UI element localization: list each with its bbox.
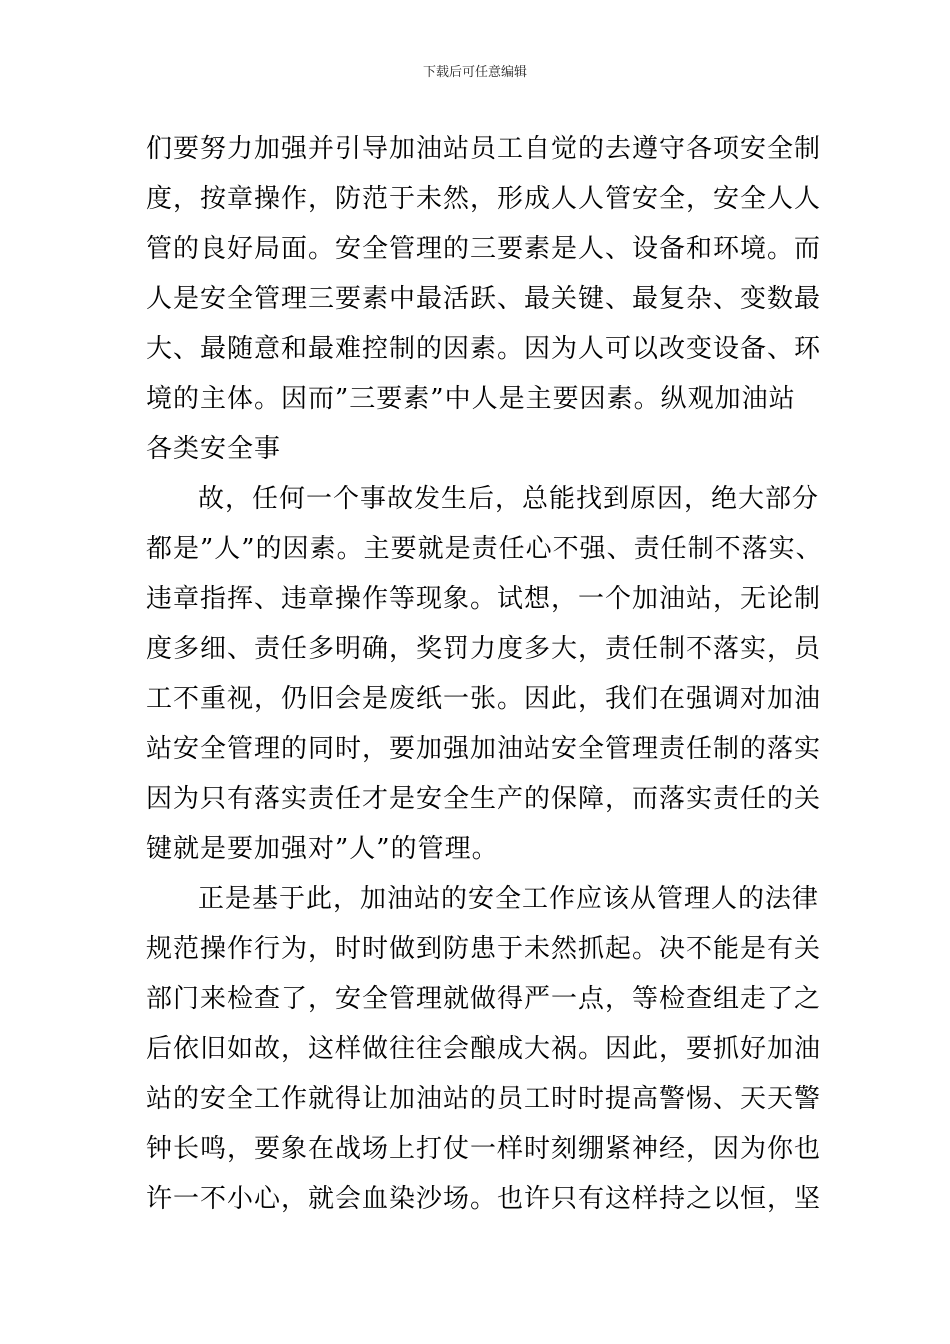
paragraph-3 xyxy=(146,874,822,1224)
text-line: 大、最随意和最难控制的因素。因为人可以改变设备、环 xyxy=(146,334,822,364)
document-body xyxy=(146,124,823,1224)
text-line: 工不重视，仍旧会是废纸一张。因此，我们在强调对加油 xyxy=(146,684,822,714)
text-line: 人是安全管理三要素中最活跃、最关键、最复杂、变数最 xyxy=(146,284,822,314)
text-line: 都是”人”的因素。主要就是责任心不强、责任制不落实、 xyxy=(146,534,823,564)
text-line: 境的主体。因而”三要素”中人是主要因素。纵观加油站 xyxy=(146,384,796,414)
text-line: 度，按章操作，防范于未然，形成人人管安全，安全人人 xyxy=(146,184,822,214)
text-line: 部门来检查了，安全管理就做得严一点，等检查组走了之 xyxy=(146,984,822,1014)
text-line: 管的良好局面。安全管理的三要素是人、设备和环境。而 xyxy=(146,234,822,264)
text-line: 故，任何一个事故发生后，总能找到原因，绝大部分 xyxy=(198,484,820,514)
text-line: 站的安全工作就得让加油站的员工时时提高警惕、天天警 xyxy=(146,1084,822,1114)
text-line: 各类安全事 xyxy=(146,434,282,464)
text-line: 规范操作行为，时时做到防患于未然抓起。决不能是有关 xyxy=(146,934,822,964)
text-line: 钟长鸣，要象在战场上打仗一样时刻绷紧神经，因为你也 xyxy=(146,1134,822,1164)
text-line: 键就是要加强对”人”的管理。 xyxy=(146,834,499,864)
text-line: 后依旧如故，这样做往往会酿成大祸。因此，要抓好加油 xyxy=(146,1034,822,1064)
text-line: 因为只有落实责任才是安全生产的保障，而落实责任的关 xyxy=(146,784,822,814)
text-line: 许一不小心，就会血染沙场。也许只有这样持之以恒，坚 xyxy=(146,1184,822,1214)
text-line: 违章指挥、违章操作等现象。试想，一个加油站，无论制 xyxy=(146,584,822,614)
text-line: 们要努力加强并引导加油站员工自觉的去遵守各项安全制 xyxy=(146,134,822,164)
text-line: 度多细、责任多明确，奖罚力度多大，责任制不落实，员 xyxy=(146,634,822,664)
text-line: 站安全管理的同时，要加强加油站安全管理责任制的落实 xyxy=(146,734,822,764)
page-header: 下载后可任意编辑 xyxy=(422,65,527,80)
paragraph-2 xyxy=(146,474,823,874)
paragraph-1 xyxy=(146,124,822,474)
text-line: 正是基于此，加油站的安全工作应该从管理人的法律 xyxy=(198,884,820,914)
